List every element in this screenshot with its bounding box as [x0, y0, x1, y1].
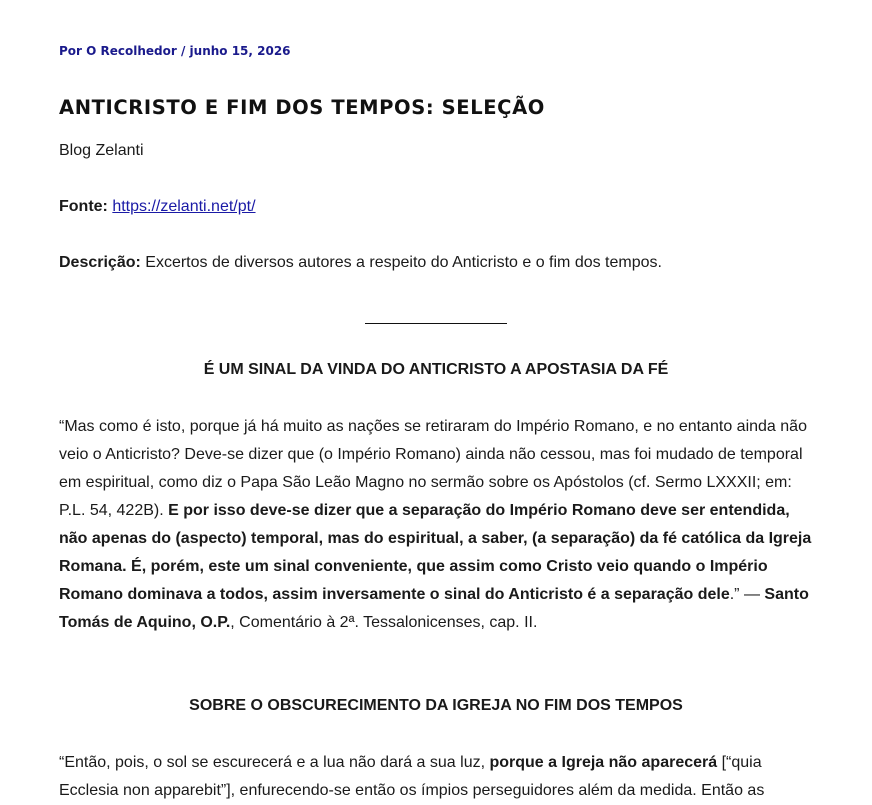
source-label: Fonte:	[59, 198, 108, 215]
paragraph-emphasis: E por isso deve-se dizer que a separação do Império Romano deve ser entendida, não apenas do (aspecto) temporal, mas do espiritual, a saber, (a separação) da fé católica da Igreja Romana. É, porém, este um sinal conveniente, que assim como Cristo veio quando o Império Romano dominava a todos, assim inversamente o sinal do Anticristo é a separação dele	[59, 502, 812, 603]
section-divider	[365, 323, 507, 324]
description-label: Descrição:	[59, 254, 141, 271]
description-text: Excertos de diversos autores a respeito do Anticristo e o fim dos tempos.	[140, 254, 662, 271]
section-heading-apostasy: É UM SINAL DA VINDA DO ANTICRISTO A APOSTASIA DA FÉ	[203, 361, 669, 378]
section-paragraph-apostasy	[59, 413, 819, 637]
section-heading-darkening: SOBRE O OBSCURECIMENTO DA IGREJA NO FIM DOS TEMPOS	[189, 697, 683, 714]
paragraph-text: “Então, pois, o sol se escurecerá e a lua não dará a sua luz,	[59, 754, 490, 771]
quote-author: Santo Tomás de Aquino, O.P.	[59, 586, 809, 631]
paragraph-text: [“quia Ecclesia non apparebit”], enfurecendo-se então os ímpios perseguidores além da medida. Então as	[59, 754, 765, 799]
paragraph-text: , Comentário à 2ª. Tessalonicenses, cap. II.	[230, 614, 538, 631]
page-title: ANTICRISTO E FIM DOS TEMPOS: SELEÇÃO	[59, 96, 545, 119]
section-paragraph-darkening	[59, 749, 819, 805]
description-line	[59, 253, 662, 273]
paragraph-text: .” —	[729, 586, 765, 603]
paragraph-emphasis: porque a Igreja não aparecerá	[489, 754, 718, 771]
post-meta: Por O Recolhedor / junho 15, 2026	[59, 44, 291, 58]
paragraph-text: “Mas como é isto, porque já há muito as nações se retiraram do Império Romano, e no entanto ainda não veio o Anticristo? Deve-se dizer que (o Império Romano) ainda não cessou, mas foi mudado de temporal em espiritual, como diz o Papa São Leão Magno no sermão sobre os Apóstolos (cf. Sermo LXXXII; em: P.L. 54, 422B).	[59, 418, 807, 519]
blog-name: Blog Zelanti	[59, 142, 144, 159]
source-link[interactable]: https://zelanti.net/pt/	[112, 198, 256, 215]
source-line	[59, 197, 256, 217]
